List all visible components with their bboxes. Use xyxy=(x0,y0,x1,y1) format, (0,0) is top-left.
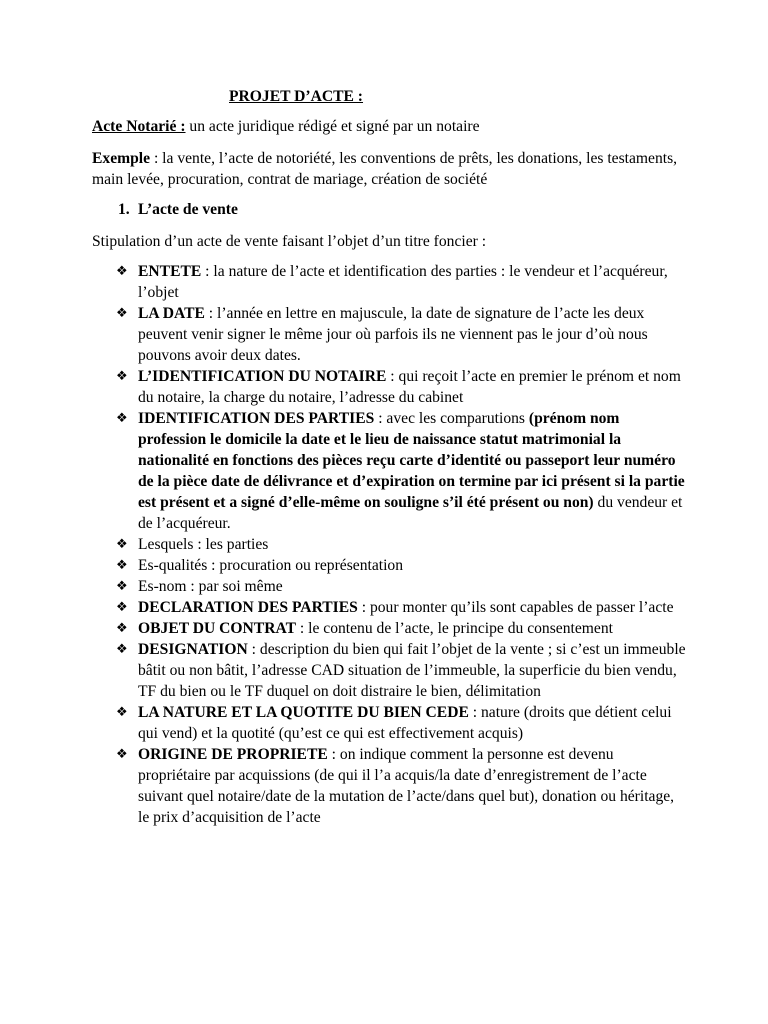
item-text: : pour monter qu’ils sont capables de passer l’acte xyxy=(357,599,674,616)
list-item xyxy=(92,408,688,534)
diamond-bullet-icon: ❖ xyxy=(116,621,128,636)
item-text: : nature (droits que détient celui qui vend) et la quotité (qu’est ce qui est effectivement acquis) xyxy=(138,704,672,742)
definition-text: un acte juridique rédigé et signé par un notaire xyxy=(185,118,480,135)
diamond-bullet-icon: ❖ xyxy=(116,369,128,384)
list-item xyxy=(92,555,688,576)
item-text: : on indique comment la personne est devenu propriétaire par acquissions (de qui il l’a acquis/la date d’enregistrement de l’acte suivant quel notaire/date de la mutation de l’acte/dans quel but), donation ou héritage, le prix d’acquisition de l’acte xyxy=(138,746,675,826)
item-text: Es-qualités : procuration ou représentation xyxy=(138,557,404,574)
diamond-bullet-icon: ❖ xyxy=(116,306,128,321)
diamond-bullet-icon: ❖ xyxy=(116,600,128,615)
item-term: DESIGNATION xyxy=(138,641,248,658)
bullet-list xyxy=(92,261,688,828)
example-term: Exemple xyxy=(92,150,151,167)
list-item xyxy=(92,618,688,639)
item-term: OBJET DU CONTRAT xyxy=(138,620,296,637)
item-tail-text: du vendeur et de l’acquéreur. xyxy=(138,494,683,532)
document-title: PROJET D’ACTE : xyxy=(229,88,364,105)
section-heading xyxy=(118,199,238,220)
list-item xyxy=(92,744,688,828)
item-bold-text: (prénom nom profession le domicile la date et le lieu de naissance statut matrimonial la nationalité en fonctions des pièces reçu carte d’identité ou passeport leur numéro de la pièce date de délivrance et d’expiration on termine par ici présent si la partie est présent et a signé d’elle-même on souligne s’il été présent ou non) xyxy=(138,410,685,511)
list-item xyxy=(92,702,688,744)
list-item xyxy=(92,576,688,597)
definition-paragraph xyxy=(92,116,480,137)
diamond-bullet-icon: ❖ xyxy=(116,264,128,279)
item-text: : description du bien qui fait l’objet de la vente ; si c’est un immeuble bâtit ou non bâtit, l’adresse CAD situation de l’immeuble, la superficie du bien vendu, TF du bien ou le TF duquel on doit distraire le bien, délimitation xyxy=(138,641,686,700)
diamond-bullet-icon: ❖ xyxy=(116,411,128,426)
diamond-bullet-icon: ❖ xyxy=(116,705,128,720)
diamond-bullet-icon: ❖ xyxy=(116,537,128,552)
item-text: Es-nom : par soi même xyxy=(138,578,283,595)
diamond-bullet-icon: ❖ xyxy=(116,642,128,657)
section-number: 1. xyxy=(118,201,130,218)
list-item xyxy=(92,303,688,366)
item-term: LA NATURE ET LA QUOTITE DU BIEN CEDE xyxy=(138,704,469,721)
list-item xyxy=(92,261,688,303)
example-text: : la vente, l’acte de notoriété, les conventions de prêts, les donations, les testaments, main levée, procuration, contrat de mariage, création de société xyxy=(92,150,678,188)
item-term: ORIGINE DE PROPRIETE xyxy=(138,746,328,763)
item-text: : avec les comparutions xyxy=(374,410,529,427)
stipulation-paragraph: Stipulation d’un acte de vente faisant l’objet d’un titre foncier : xyxy=(92,233,487,250)
item-text: : la nature de l’acte et identification des parties : le vendeur et l’acquéreur, l’objet xyxy=(138,263,668,301)
list-item xyxy=(92,534,688,555)
item-text: Lesquels : les parties xyxy=(138,536,269,553)
item-term: DECLARATION DES PARTIES xyxy=(138,599,358,616)
diamond-bullet-icon: ❖ xyxy=(116,558,128,573)
list-item xyxy=(92,366,688,408)
diamond-bullet-icon: ❖ xyxy=(116,579,128,594)
item-term: L’IDENTIFICATION DU NOTAIRE xyxy=(138,368,387,385)
item-term: IDENTIFICATION DES PARTIES xyxy=(138,410,375,427)
diamond-bullet-icon: ❖ xyxy=(116,747,128,762)
item-term: LA DATE xyxy=(138,305,205,322)
section-title: L’acte de vente xyxy=(138,201,238,218)
item-term: ENTETE xyxy=(138,263,202,280)
item-text: : l’année en lettre en majuscule, la date de signature de l’acte les deux peuvent venir signer le même jour où parfois ils ne viennent pas le jour d’où nous pouvons avoir deux dates. xyxy=(138,305,648,364)
definition-term: Acte Notarié : xyxy=(92,118,186,135)
list-item xyxy=(92,597,688,618)
item-text: : le contenu de l’acte, le principe du consentement xyxy=(296,620,613,637)
item-text: : qui reçoit l’acte en premier le prénom et nom du notaire, la charge du notaire, l’adresse du cabinet xyxy=(138,368,681,406)
example-paragraph xyxy=(92,148,692,190)
list-item xyxy=(92,639,688,702)
